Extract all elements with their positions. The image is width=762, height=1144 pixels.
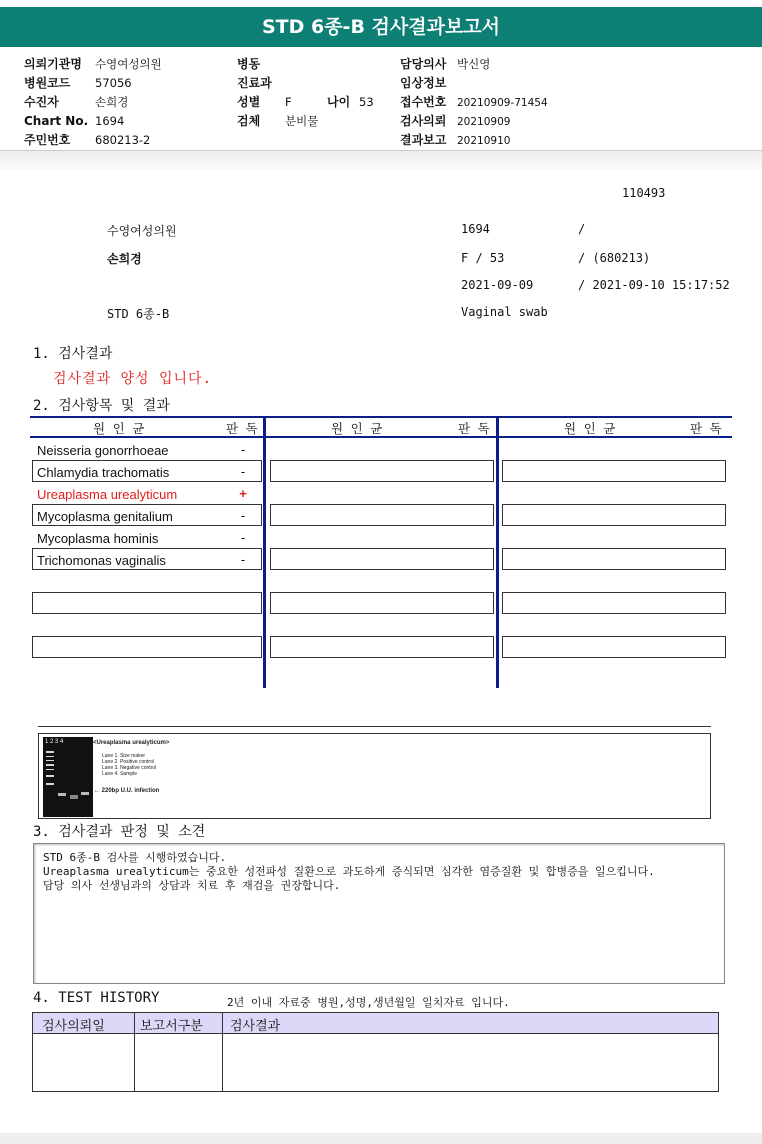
table-top-rule — [30, 416, 732, 418]
sub-clinic: 수영여성의원 — [107, 224, 177, 238]
ssn-label: 주민번호 — [24, 133, 71, 147]
col-judge-header-1: 판 독 — [226, 421, 258, 436]
dept-label: 진료과 — [237, 76, 272, 90]
report-label: 결과보고 — [400, 133, 447, 147]
table-col-divider-1 — [263, 416, 266, 688]
sub-sex-age: F / 53 — [461, 251, 505, 265]
gel-legend-1: Lane 1. Size maker — [102, 753, 146, 759]
result-trichomonas: - — [240, 552, 246, 567]
info-column-right — [400, 55, 548, 150]
positive-result: 검사결과 양성 입니다. — [53, 371, 213, 387]
history-note: 2년 이내 자료중 병원,성명,생년월일 일치자료 입니다. — [227, 996, 510, 1009]
specimen-value: 분비물 — [285, 114, 319, 128]
ssn-value: 680213-2 — [95, 133, 151, 147]
col-org-header-3: 원 인 균 — [564, 421, 616, 436]
section2-title: 2. 검사항목 및 결과 — [33, 398, 170, 414]
sub-specimen: Vaginal swab — [461, 305, 548, 319]
sub-test-name: STD 6종-B — [107, 307, 170, 321]
organism-mycoplasma-hominis: Mycoplasma hominis — [37, 531, 159, 546]
result-mycoplasma-genitalium: - — [240, 508, 246, 523]
organism-trichomonas: Trichomonas vaginalis — [37, 553, 166, 568]
receipt-value: 20210909-71454 — [457, 97, 548, 109]
patient-label: 수진자 — [24, 95, 59, 109]
opinion-box — [33, 843, 725, 984]
sub-name: 손희경 — [107, 252, 142, 266]
ladder-band — [46, 783, 54, 785]
opinion-line-3: 담당 의사 선생님과의 상담과 치료 후 재검을 권장합니다. — [43, 879, 341, 892]
info-column-left — [24, 55, 162, 150]
history-col-result: 검사결과 — [230, 1019, 281, 1034]
positive-control-band — [58, 793, 66, 796]
row-box — [502, 460, 726, 482]
doctor-value: 박신영 — [457, 57, 491, 71]
gel-title: <Ureaplasma urealyticum> — [93, 740, 170, 746]
col-org-header-1: 원 인 균 — [93, 421, 145, 436]
row-box — [32, 592, 262, 614]
negative-control-band — [70, 795, 78, 799]
sub-chart: 1694 — [461, 222, 490, 236]
sub-ssn: / (680213) — [578, 251, 651, 265]
row-box — [502, 636, 726, 658]
page-bottom-band — [0, 1133, 762, 1144]
hospital-value: 수영여성의원 — [95, 57, 162, 71]
age-value: 53 — [359, 95, 374, 109]
sex-label: 성별 — [237, 95, 261, 109]
gel-band-annotation: ← 220bp U.U. infection — [94, 788, 160, 794]
row-box — [270, 636, 494, 658]
sub-date-request: 2021-09-09 — [461, 278, 534, 292]
chart-value: 1694 — [95, 114, 125, 128]
page-separator — [0, 150, 762, 170]
patient-value: 손희경 — [95, 95, 129, 109]
organism-mycoplasma-genitalium: Mycoplasma genitalium — [37, 509, 173, 524]
history-col-request-date: 검사의뢰일 — [42, 1019, 105, 1034]
report-value: 20210910 — [457, 135, 511, 147]
ladder-band — [46, 769, 54, 770]
row-box — [270, 460, 494, 482]
history-table — [32, 1012, 719, 1092]
organism-neisseria: Neisseria gonorrhoeae — [37, 443, 169, 458]
row-box — [502, 592, 726, 614]
table-col-divider-2 — [496, 416, 499, 688]
sub-date-report: / 2021-09-10 15:17:52 — [578, 278, 730, 292]
row-box — [270, 548, 494, 570]
row-box — [32, 636, 262, 658]
sex-value: F — [285, 95, 292, 109]
code-label: 병원코드 — [24, 76, 71, 90]
organism-chlamydia: Chlamydia trachomatis — [37, 465, 170, 480]
ladder-band — [46, 775, 54, 777]
gel-lane-numbers: 1 2 3 4 — [45, 739, 64, 745]
section1-title: 1. 검사결과 — [33, 346, 113, 362]
receipt-label: 접수번호 — [400, 95, 447, 109]
code-value: 57056 — [95, 76, 132, 90]
row-box — [502, 548, 726, 570]
section4-title: 4. TEST HISTORY — [33, 990, 160, 1006]
chart-label: Chart No. — [24, 114, 89, 128]
gel-electrophoresis-image — [43, 737, 93, 817]
doctor-label: 담당의사 — [400, 57, 447, 71]
col-org-header-2: 원 인 균 — [331, 421, 383, 436]
age-label: 나이 — [327, 95, 351, 109]
info-column-middle — [237, 55, 374, 131]
ladder-band — [46, 760, 54, 761]
organism-ureaplasma: Ureaplasma urealyticum — [37, 487, 178, 502]
result-mycoplasma-hominis: - — [240, 530, 246, 545]
ward-label: 병동 — [237, 57, 261, 71]
ladder-band — [46, 751, 54, 753]
col-judge-header-3: 판 독 — [690, 421, 722, 436]
opinion-line-1: STD 6종-B 검사를 시행하였습니다. — [43, 851, 227, 864]
col-judge-header-2: 판 독 — [458, 421, 490, 436]
sample-band — [81, 792, 89, 795]
ladder-band — [46, 764, 54, 766]
report-title: STD 6종-B 검사결과보고서 — [0, 7, 762, 47]
history-col-divider — [134, 1013, 135, 1091]
row-box — [502, 504, 726, 526]
gel-legend-3: Lane 3. Negative control — [102, 765, 157, 771]
request-value: 20210909 — [457, 116, 511, 128]
ladder-band — [46, 756, 54, 757]
request-label: 검사의뢰 — [400, 114, 447, 128]
hospital-label: 의뢰기관명 — [24, 57, 82, 71]
clinical-label: 임상정보 — [400, 76, 447, 90]
result-chlamydia: - — [240, 464, 246, 479]
specimen-label: 검체 — [237, 114, 261, 128]
sub-id: 110493 — [622, 186, 666, 200]
history-col-report-type: 보고서구분 — [140, 1019, 203, 1034]
history-table-header — [33, 1013, 718, 1034]
gel-legend-2: Lane 2. Positive control — [102, 759, 154, 765]
gel-legend-4: Lane 4. Sample — [102, 771, 138, 777]
history-col-divider — [222, 1013, 223, 1091]
gel-top-rule — [38, 726, 711, 727]
sub-slash: / — [578, 222, 586, 236]
section3-title: 3. 검사결과 판정 및 소견 — [33, 824, 206, 840]
result-ureaplasma: + — [239, 486, 247, 501]
row-box — [270, 504, 494, 526]
result-neisseria: - — [240, 442, 246, 457]
row-box — [270, 592, 494, 614]
opinion-line-2: Ureaplasma urealyticum는 중요한 성전파성 질환으로 과도하게 증식되면 심각한 염증질환 및 합병증을 일으킵니다. — [43, 865, 655, 878]
